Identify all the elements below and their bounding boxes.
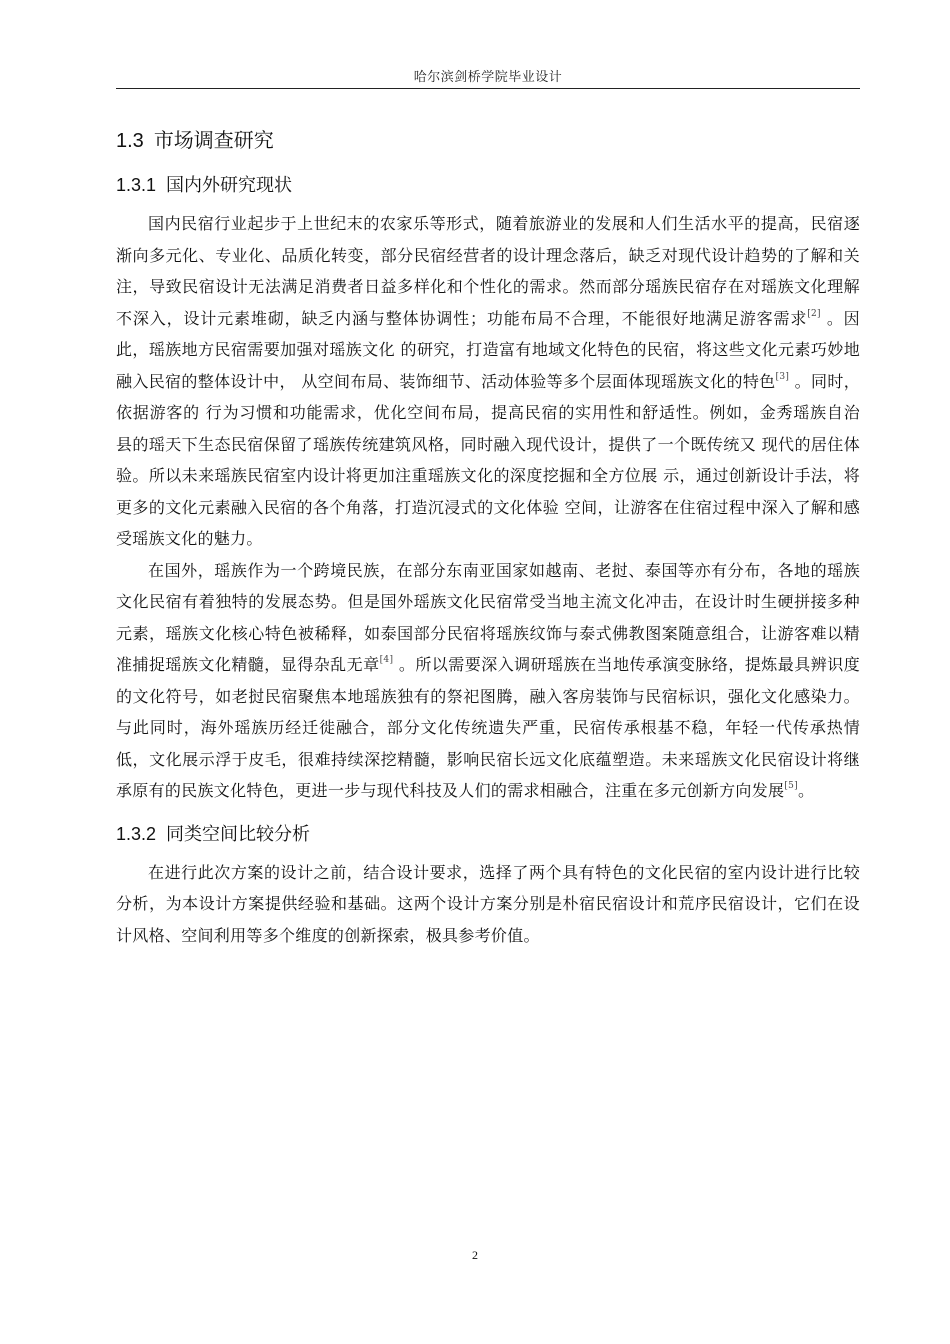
running-header: 哈尔滨剑桥学院毕业设计 (413, 70, 563, 85)
citation-ref: [3] (775, 371, 790, 382)
subsection-title-1: 国内外研究现状 (166, 175, 293, 196)
page-content (116, 120, 860, 951)
paragraph-domestic (116, 208, 860, 555)
page-number: 2 (472, 1248, 478, 1262)
paragraph-text: 。因此，瑶族地方民宿需要加强对瑶族文化 的研究，打造富有地域文化特色的民宿，将这些文化元素巧妙地融入民宿的整体设计中， 从空间布局、装饰细节、活动体验等多个层面体现瑶族文化的特色 (116, 308, 860, 391)
subsection-title-2: 同类空间比较分析 (166, 823, 311, 845)
citation-ref: [5] (784, 781, 798, 791)
section-heading (116, 120, 860, 160)
paragraph-text: 在国外，瑶族作为一个跨境民族，在部分东南亚国家如越南、老挝、泰国等亦有分布，各地的瑶族文化民宿有着独特的发展态势。但是国外瑶族文化民宿常受当地主流文化冲击，在设计时生硬拼接多种元素，瑶族文化核心特色被稀释，如泰国部分民宿将瑶族纹饰与泰式佛教图案随意组合，让游客难以精准捕捉瑶族文化精髓，显得杂乱无章 (116, 560, 860, 674)
section-number: 1.3 (116, 130, 144, 152)
paragraph-text: 国内民宿行业起步于上世纪末的农家乐等形式，随着旅游业的发展和人们生活水平的提高，民宿逐渐向多元化、专业化、品质化转变，部分民宿经营者的设计理念落后，缺乏对现代设计趋势的了解和关注，导致民宿设计无法满足消费者日益多样化和个性化的需求。然而部分瑶族民宿存在对瑶族文化理解不深入，设计元素堆砌，缺乏内涵与整体协调性；功能布局不合理，不能很好地满足游客需求 (116, 214, 860, 328)
header-rule (116, 88, 860, 89)
section-title: 市场调查研究 (153, 128, 274, 152)
subsection-number-1: 1.3.1 (116, 175, 157, 195)
subsection-number-2: 1.3.2 (116, 823, 157, 844)
citation-ref: [4] (379, 655, 394, 665)
subsection-heading-2 (116, 815, 860, 853)
paragraph-text: 。同时，依据游客的 行为习惯和功能需求，优化空间布局，提高民宿的实用性和舒适性。例如，金秀瑶族自治 县的瑶天下生态民宿保留了瑶族传统建筑风格，同时融入现代设计，提供了一个既传统又 现代的居住体验。所以未来瑶族民宿室内设计将更加注重瑶族文化的深度挖掘和全方位展 示，通过创新设计手法，将更多的文化元素融入民宿的各个角落，打造沉浸式的文化体验 空间，让游客在住宿过程中深入了解和感受瑶族文化的魅力。 (116, 371, 860, 548)
paragraph-text: 。所以需要深入调研瑶族在当地传承演变脉络，提炼最具辨识度的文化符号，如老挝民宿聚焦本地瑶族独有的祭祀图腾，融入客房装饰与民宿标识，强化文化感染力。与此同时，海外瑶族历经迁徙融合，部分文化传统遗失严重，民宿传承根基不稳，年轻一代传承热情低，文化展示浮于皮毛，很难持续深挖精髓，影响民宿长远文化底蕴塑造。未来瑶族文化民宿设计将继承原有的民族文化特色，更进一步与现代科技及人们的需求相融合，注重在多元创新方向发展 (116, 655, 860, 800)
paragraph-comparison: 在进行此次方案的设计之前，结合设计要求，选择了两个具有特色的文化民宿的室内设计进行比较分析，为本设计方案提供经验和基础。这两个设计方案分别是朴宿民宿设计和荒序民宿设计，它们在设计风格、空间利用等多个维度的创新探索，极具参考价值。 (116, 862, 860, 945)
paragraph-abroad (116, 555, 860, 807)
citation-ref: [2] (807, 308, 821, 319)
paragraph-text: 。 (797, 781, 815, 800)
subsection-heading-1 (116, 166, 860, 204)
